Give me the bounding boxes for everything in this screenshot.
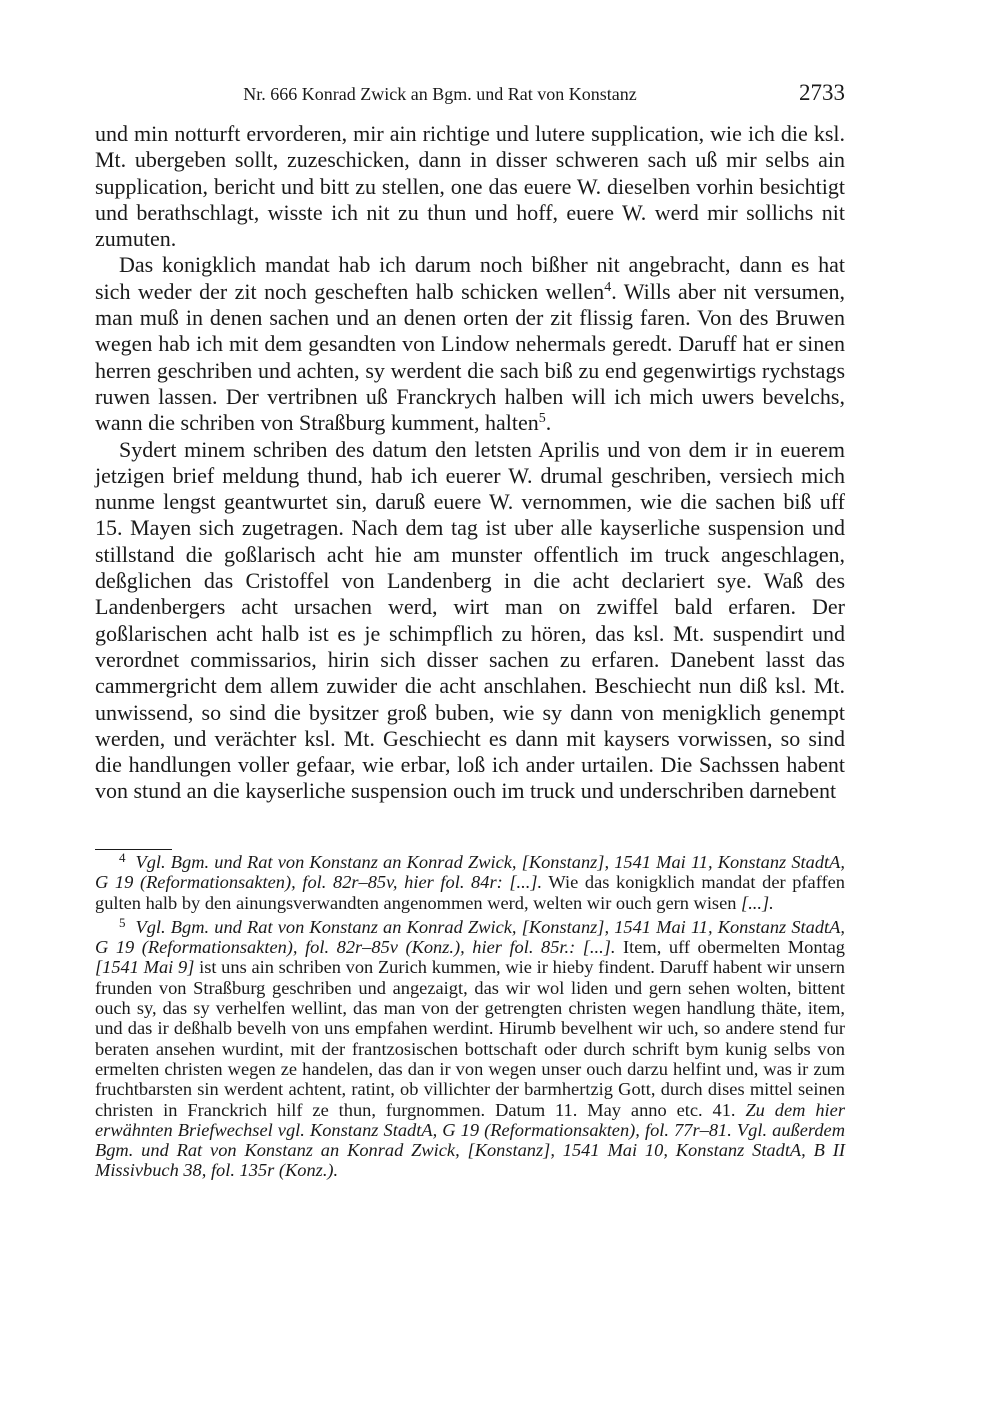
footnote-separator bbox=[95, 849, 172, 850]
footnote-quote-continued: ist uns ain schriben von Zurich kummen, wie ir hieby findent. Daruff habent wir unsern frunden von Straßburg geschriben und angezaigt, das wir wol liden und gern sehen wolten, bittent ouch sy, das sy verhelfen wellint, das man von der getrengten christen wegen handlung thäte, item, und das ir deßhalb bevelh von uns empfahen werdint. Hirumb bevelhent wir uch, so andere stend fur beraten ansehen wurdint, mit der frantzosischen bottschaft oder durch schrift bym kunig selbs von ermelten christen wegen ze handelen, das dan ir von wegen unser ouch darzu helfint und, was ir zum fruchtbarsten sin werdent achtent, ratint, ob villichter der barmhertzig Gott, durch dises mittel seinen christen in Franckrich hilf ze thun, furgnommen. Datum 11. May anno etc. 41. bbox=[95, 957, 845, 1120]
page-number: 2733 bbox=[799, 80, 845, 105]
paragraph-1: und min notturft ervorderen, mir ain richtige und lutere supplication, wie ich die ksl. Mt. ubergeben sollt, zuzeschicken, dann in disser schweren sach uß mir selbs ain supplication, bericht und bitt zu stellen, one das euere W. dieselben vorhin besichtigt und berathschlagt, wisste ich nit zu thun und hoff, euere W. werd mir sollichs nit zumuten. bbox=[95, 121, 845, 252]
running-head: Nr. 666 Konrad Zwick an Bgm. und Rat von Konstanz bbox=[243, 84, 637, 104]
footnote-citation: Vgl. Bgm. und Rat von Konstanz an Konrad Zwick, [Konstanz], 1541 Mai 11, Konstanz StadtA, G 19 (Reformationsakten), fol. 82r–85v, hier fol. 84r: [...]. bbox=[95, 852, 845, 893]
footnote-quote: Item, uff obermelten Montag bbox=[615, 937, 846, 958]
footnote-number: 4 bbox=[119, 850, 126, 865]
footnote-ref-4[interactable]: 4 bbox=[604, 279, 612, 295]
main-text bbox=[95, 121, 845, 805]
footnote-citation: Vgl. Bgm. und Rat von Konstanz an Konrad Zwick, [Konstanz], 1541 Mai 11, Konstanz StadtA, G 19 (Reformationsakten), fol. 82r–85v (Konz.), hier fol. 85r.: [...]. bbox=[95, 916, 845, 958]
footnote-number: 5 bbox=[119, 914, 126, 930]
paragraph-2-part-a: Das konigklich mandat hab ich darum noch bißher nit angebracht, dann es hat sich weder der zit noch gescheften halb schicken wellen bbox=[95, 252, 845, 304]
footnote-commentary: Zu dem hier erwähnten Briefwechsel vgl. Konstanz StadtA, G 19 (Reformationsakten), fol. 77r–81. Vgl. außerdem Bgm. und Rat von Konstanz an Konrad Zwick, [Konstanz], 1541 Mai 10, Konstanz StadtA, B II Missivbuch 38, fol. 135r (Konz.). bbox=[95, 1099, 845, 1181]
paragraph-2-part-c: . bbox=[545, 410, 552, 436]
paragraph-3: Sydert minem schriben des datum den letsten Aprilis und von dem ir in euerem jetzigen brief meldung thund, hab ich euerer W. drumal geschriben, versiech mich nunme lengst geantwurtet sin, daruß euere W. vernommen, wie die sachen biß uff 15. Mayen sich zugetragen. Nach dem tag ist uber alle kayserliche suspension und stillstand die goßlarisch acht hie am munster offentlich im truck angeschlagen, deßglichen das Cristoffel von Landenberg in die acht declariert sye. Waß des Landenbergers acht ursachen werd, wirt man on zwiffel bald erfaren. Der goßlarischen acht halb ist es je schimpflich zu hören, das ksl. Mt. suspendirt und verordnet commissarios, hirin sich disser sachen zu erfaren. Danebent lasst das cammergricht dem allem zuwider die acht anschlahen. Beschiecht nun diß ksl. Mt. unwissend, so sind die bysitzer groß buben, wie sy dann von menigklich genempt werden, und verächter ksl. Mt. Geschiecht es dann mit kaysers vorwissen, so sind die handlungen voller gefaar, wie erbar, loß ich ander urtailen. Die Sachssen habent von stund an die kayserliche suspension ouch im truck und underschriben darnebent bbox=[95, 436, 845, 804]
page-header bbox=[95, 80, 845, 112]
footnote-date: [1541 Mai 9] bbox=[95, 957, 195, 978]
footnote-5 bbox=[95, 914, 846, 1181]
footnote-ref-5[interactable]: 5 bbox=[538, 411, 546, 427]
paragraph-2-part-b: . Wills aber nit versumen, man muß in denen sachen und an denen orten der zit flissig faren. Von des Bruwen wegen hab ich mit dem gesandten von Lindow nehermals geredt. Daruff hat er sinen herren geschriben und achten, sy werdent die sach biß zu end gegenwirtigs rychstags ruwen lassen. Der vertribnen uß Franckrych halben will ich mich uwers bevelchs, wann die schriben von Straßburg kumment, halten bbox=[95, 278, 845, 436]
footnote-4 bbox=[95, 852, 845, 913]
footnote-ellipsis: [...]. bbox=[741, 892, 774, 913]
footnote-quote: Wie das konigklich mandat der pfaffen gulten halb by den ainungsverwandten angenommen werd, welten wir ouch gern wisen bbox=[95, 872, 845, 913]
footnotes bbox=[95, 852, 845, 1185]
paragraph-2 bbox=[95, 252, 845, 436]
